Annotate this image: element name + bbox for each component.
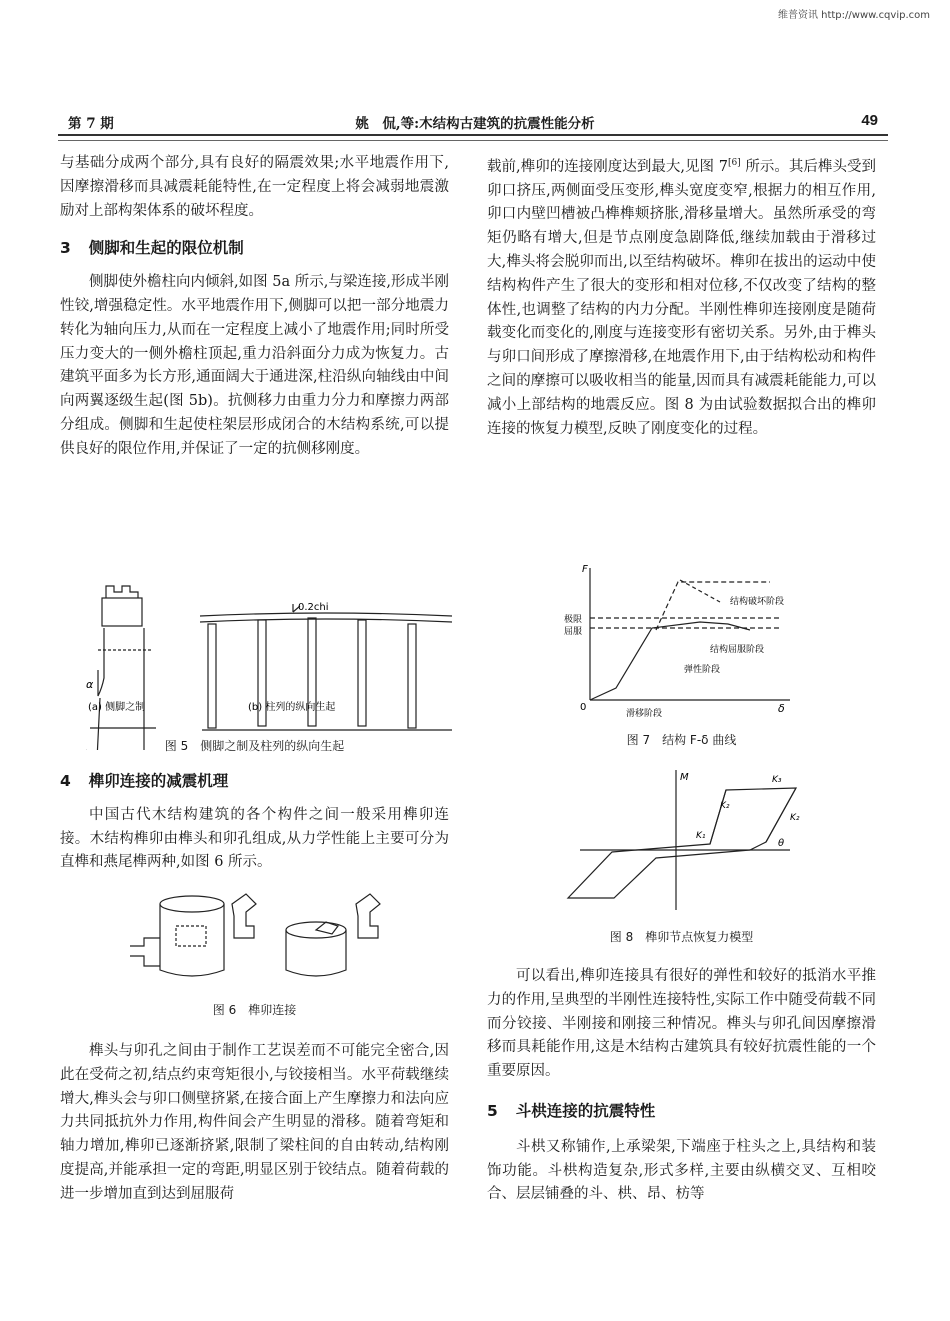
section-4-title: 榫卯连接的减震机理 [88,772,229,790]
origin-label: 0 [580,702,587,713]
figure-5-caption: 图 5 侧脚之制及柱列的纵向生起 [164,739,345,753]
header-rule-thin [58,140,888,141]
hysteresis-loop [568,788,796,898]
figure-6-caption: 图 6 榫卯连接 [212,1003,297,1017]
right-paragraph-2: 可以看出,榫卯连接具有很好的弹性和较好的抵消水平推力的作用,呈典型的半刚性连接特性,实际工作中随受荷载不同而分铰接、半刚接和刚接三种情况。榫头与卯孔间因摩擦滑移而具耗能作用,这是木结构古建筑具有较好抗震性能的一个重要原因。 [487,968,876,1080]
figure-8-caption: 图 8 榫卯节点恢复力模型 [609,930,754,944]
figure-5b-subcaption: (b) 柱列的纵向生起 [248,702,336,713]
section-4-number: 4 [60,772,71,790]
figure-5a-subcaption: (a) 侧脚之制 [88,702,146,713]
right-paragraph-1-a: 载前,榫卯的连接刚度达到最大,见图 7 [487,158,728,175]
section-3-paragraph: 侧脚使外檐柱向内倾斜,如图 5a 所示,与梁连接,形成半刚性铰,增强稳定性。水平地震作用下,侧脚可以把一部分地震力转化为轴向压力,从而在一定程度上减小了地震作用;同时所受压力变大的一侧外檐柱顶起,重力沿斜面分力成为恢复力。古建筑平面多为长方形,通面阔大于通进深,柱沿纵向轴线由中间向两翼逐级生起(图 5b)。抗侧移力由重力分力和摩擦力两部分组成。侧脚和生起使柱架层形成闭合的木结构系统,可以提供良好的限位作用,并保证了一定的抗侧移刚度。 [60,274,449,457]
watermark: 维普资讯 http://www.cqvip.com [777,10,930,21]
figure-5a-drawing [86,586,156,750]
stage-yield-label: 结构屈服阶段 [710,645,765,655]
section-4-heading [60,770,449,794]
header-page-number: 49 [861,112,878,129]
right-column-lower [487,965,876,1207]
figure-7-caption: 图 7 结构 F-δ 曲线 [626,733,737,747]
limit-label: 极限 [564,615,583,625]
m-axis-label: M [680,772,689,783]
citation-6: [6] [727,158,741,168]
header-title: 姚 侃,等:木结构古建筑的抗震性能分析 [355,116,595,132]
k2-label-left: K₂ [720,801,730,811]
y-axis-label: F [582,564,588,575]
section-3-heading [60,237,449,261]
section-5-title: 斗栱连接的抗震特性 [515,1101,656,1120]
section-4-paragraph-1: 中国古代木结构建筑的各个构件之间一般采用榫卯连接。木结构榫卯由榫头和卯孔组成,从力学性能上主要可分为直榫和燕尾榫两种,如图 6 所示。 [60,806,449,871]
stage-elastic-label: 弹性阶段 [684,665,721,675]
section-5-heading [487,1100,876,1124]
header-issue: 第 7 期 [68,116,114,132]
stage-failure-label: 结构破坏阶段 [730,597,785,607]
dimension-label: 0.2chi [298,602,329,613]
left-column-bottom [60,1040,449,1207]
section-5-paragraph: 斗栱又称铺作,上承梁架,下端座于柱头之上,具结构和装饰功能。斗栱构造复杂,形式多样,主要由纵横交叉、互相咬合、层层铺叠的斗、栱、昂、枋等 [487,1138,876,1203]
theta-axis-label: θ [778,838,785,849]
fd-curve [590,622,750,700]
yield-label: 屈服 [564,627,583,637]
right-paragraph-1 [487,152,876,441]
x-axis-label: δ [778,702,785,715]
right-paragraph-1-b: 所示。其后榫头受到卯口挤压,两侧面受压变形,榫头宽度变窄,根据力的相互作用,卯口内壁凹槽被凸榫榫颊挤胀,滑移量增大。虽然所承受的弯矩仍略有增大,但是节点刚度急剧降低,继续加载由于滑移过大,榫头将会脱卯而出,以至结构破坏。榫卯在拔出的运动中使结构构件产生了很大的变形和相对位移,不仅改变了结构的整体性,也调整了结构的内力分配。半刚性榫卯连接刚度是随荷载变化而变化的,刚度与连接变形有密切关系。另外,由于榫头与卯口间形成了摩擦滑移,在地震作用下,由于结构松动和构件之间的摩擦可以吸收相当的能量,因而具有减震耗能能力,可以减小上部结构的地震反应。图 8 为由试验数据拟合出的榫卯连接的恢复力模型,反映了刚度变化的过程。 [487,158,876,437]
figure-6 [120,890,420,985]
column-outline-left [98,628,104,696]
left-column [60,152,449,462]
left-column-lower [60,770,449,875]
alpha-label: α [86,678,94,691]
section-3-number: 3 [60,239,71,258]
header-rule [58,134,888,136]
straight-tenon-drawing [130,894,256,976]
figure-5 [60,580,455,750]
k1-label: K₁ [696,831,706,841]
k3-label: K₃ [772,775,782,785]
section-5-number: 5 [487,1101,498,1120]
section-4-paragraph-2: 榫头与卯孔之间由于制作工艺误差而不可能完全密合,因此在受荷之初,结点约束弯矩很小,与铰接相当。水平荷载继续增大,榫头会与卯口侧壁挤紧,在接合面上产生摩擦力和法向应力共同抵抗外力作用,构件间会产生明显的滑移。随着弯矩和轴力增加,榫卯已逐渐挤紧,限制了梁柱间的自由转动,结构刚度提高,并能承担一定的弯距,明显区别于铰结点。随着荷载的进一步增加直到达到屈服荷 [60,1043,449,1202]
right-column [487,152,876,441]
figure-8 [560,770,800,910]
figure-7 [560,560,800,732]
stage-slip-label: 滑移阶段 [626,709,663,719]
paragraph-continued: 与基础分成两个部分,具有良好的隔震效果;水平地震作用下,因摩擦滑移而具减震耗能特性,在一定程度上将会减弱地震激励对上部构架体系的破坏程度。 [60,155,449,219]
section-3-title: 侧脚和生起的限位机制 [88,239,244,258]
k2-label-right: K₂ [790,813,800,823]
dovetail-tenon-drawing [286,894,380,976]
